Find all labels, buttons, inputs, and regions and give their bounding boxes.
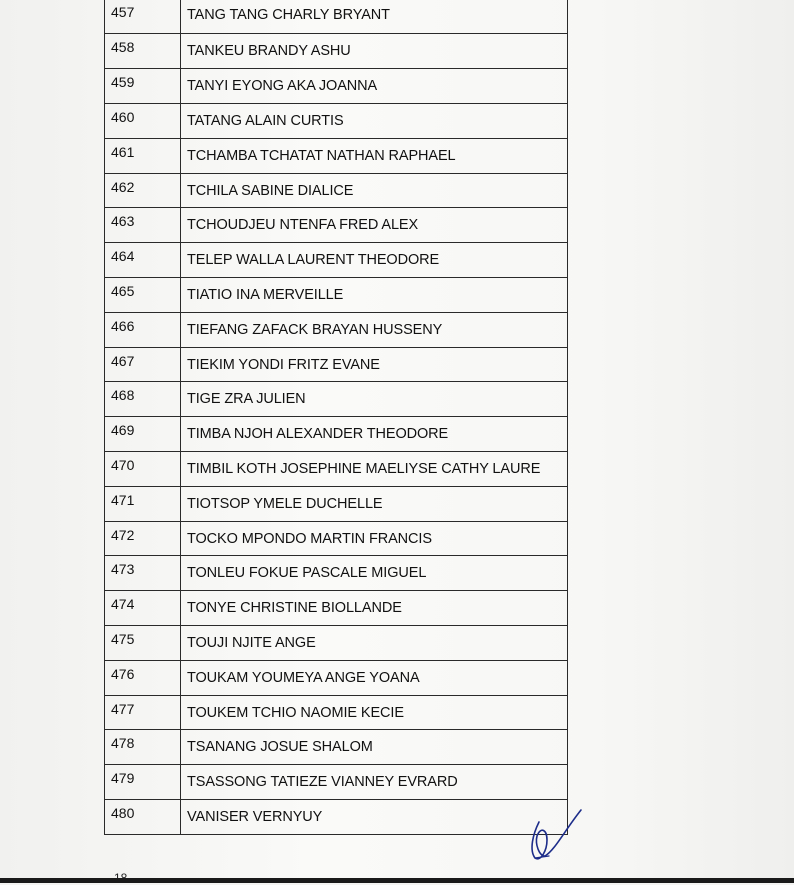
student-name: TCHAMBA TCHATAT NATHAN RAPHAEL: [187, 147, 456, 164]
table-row: [105, 416, 567, 451]
table-row: [105, 555, 567, 590]
row-number: 459: [105, 69, 181, 103]
student-name: TANG TANG CHARLY BRYANT: [187, 7, 390, 23]
table-row: [105, 764, 567, 799]
student-name: TONYE CHRISTINE BIOLLANDE: [187, 600, 402, 617]
row-number: 458: [105, 34, 181, 68]
student-name: TSASSONG TATIEZE VIANNEY EVRARD: [187, 774, 458, 791]
table-row: [105, 103, 567, 138]
table-row: [105, 625, 567, 660]
row-number: 460: [105, 104, 181, 138]
row-number: 471: [105, 487, 181, 521]
row-number: 478: [105, 730, 181, 764]
student-name: TOCKO MPONDO MARTIN FRANCIS: [187, 530, 432, 547]
table-row: [105, 312, 567, 347]
student-name: TOUKAM YOUMEYA ANGE YOANA: [187, 669, 420, 686]
row-number: 479: [105, 765, 181, 799]
student-name: TCHOUDJEU NTENFA FRED ALEX: [187, 217, 419, 234]
student-name: TIEFANG ZAFACK BRAYAN HUSSENY: [187, 321, 443, 338]
table-row: [105, 173, 567, 208]
table-row: [105, 451, 567, 486]
student-name: TIOTSOP YMELE DUCHELLE: [187, 495, 383, 512]
student-name: TANYI EYONG AKA JOANNA: [187, 78, 378, 95]
student-name: TIATIO INA MERVEILLE: [187, 286, 344, 303]
student-name: VANISER VERNYUY: [187, 808, 323, 825]
row-number: 480: [105, 800, 181, 834]
table-row: [105, 138, 567, 173]
student-name: TANKEU BRANDY ASHU: [187, 43, 351, 60]
table-row: [105, 68, 567, 103]
row-number: 463: [105, 208, 181, 242]
table-row: [105, 347, 567, 382]
row-number: 472: [105, 522, 181, 556]
table-row: [105, 33, 567, 68]
student-name: TOUJI NJITE ANGE: [187, 634, 316, 651]
row-number: 457: [105, 0, 181, 33]
table-row: [105, 207, 567, 242]
table-row: [105, 0, 567, 33]
row-number: 470: [105, 452, 181, 486]
table-row: [105, 729, 567, 764]
row-number: 464: [105, 243, 181, 277]
student-name: TCHILA SABINE DIALICE: [187, 182, 354, 199]
signature-icon: [525, 800, 585, 864]
row-number: 473: [105, 556, 181, 590]
bottom-edge: [0, 878, 794, 883]
row-number: 467: [105, 348, 181, 382]
row-number: 476: [105, 661, 181, 695]
table-row: [105, 381, 567, 416]
student-name: TIMBA NJOH ALEXANDER THEODORE: [187, 426, 449, 443]
row-number: 466: [105, 313, 181, 347]
student-name: TIMBIL KOTH JOSEPHINE MAELIYSE CATHY LAURE: [187, 460, 541, 477]
table-row: [105, 695, 567, 730]
row-number: 465: [105, 278, 181, 312]
table-row: [105, 486, 567, 521]
table-row: [105, 660, 567, 695]
student-name: TSANANG JOSUE SHALOM: [187, 739, 373, 756]
student-name: TIGE ZRA JULIEN: [187, 391, 306, 408]
table-row: [105, 277, 567, 312]
student-name: TATANG ALAIN CURTIS: [187, 112, 344, 129]
row-number: 462: [105, 174, 181, 208]
table-row: [105, 521, 567, 556]
student-name: TELEP WALLA LAURENT THEODORE: [187, 252, 440, 269]
table-row: [105, 590, 567, 625]
row-number: 461: [105, 139, 181, 173]
student-name: TOUKEM TCHIO NAOMIE KECIE: [187, 704, 404, 721]
row-number: 474: [105, 591, 181, 625]
row-number: 475: [105, 626, 181, 660]
student-name: TONLEU FOKUE PASCALE MIGUEL: [187, 565, 427, 582]
names-table: [104, 0, 568, 835]
row-number: 468: [105, 382, 181, 416]
table-row: [105, 799, 567, 834]
table-row: [105, 242, 567, 277]
row-number: 477: [105, 696, 181, 730]
row-number: 469: [105, 417, 181, 451]
student-name: TIEKIM YONDI FRITZ EVANE: [187, 356, 380, 373]
